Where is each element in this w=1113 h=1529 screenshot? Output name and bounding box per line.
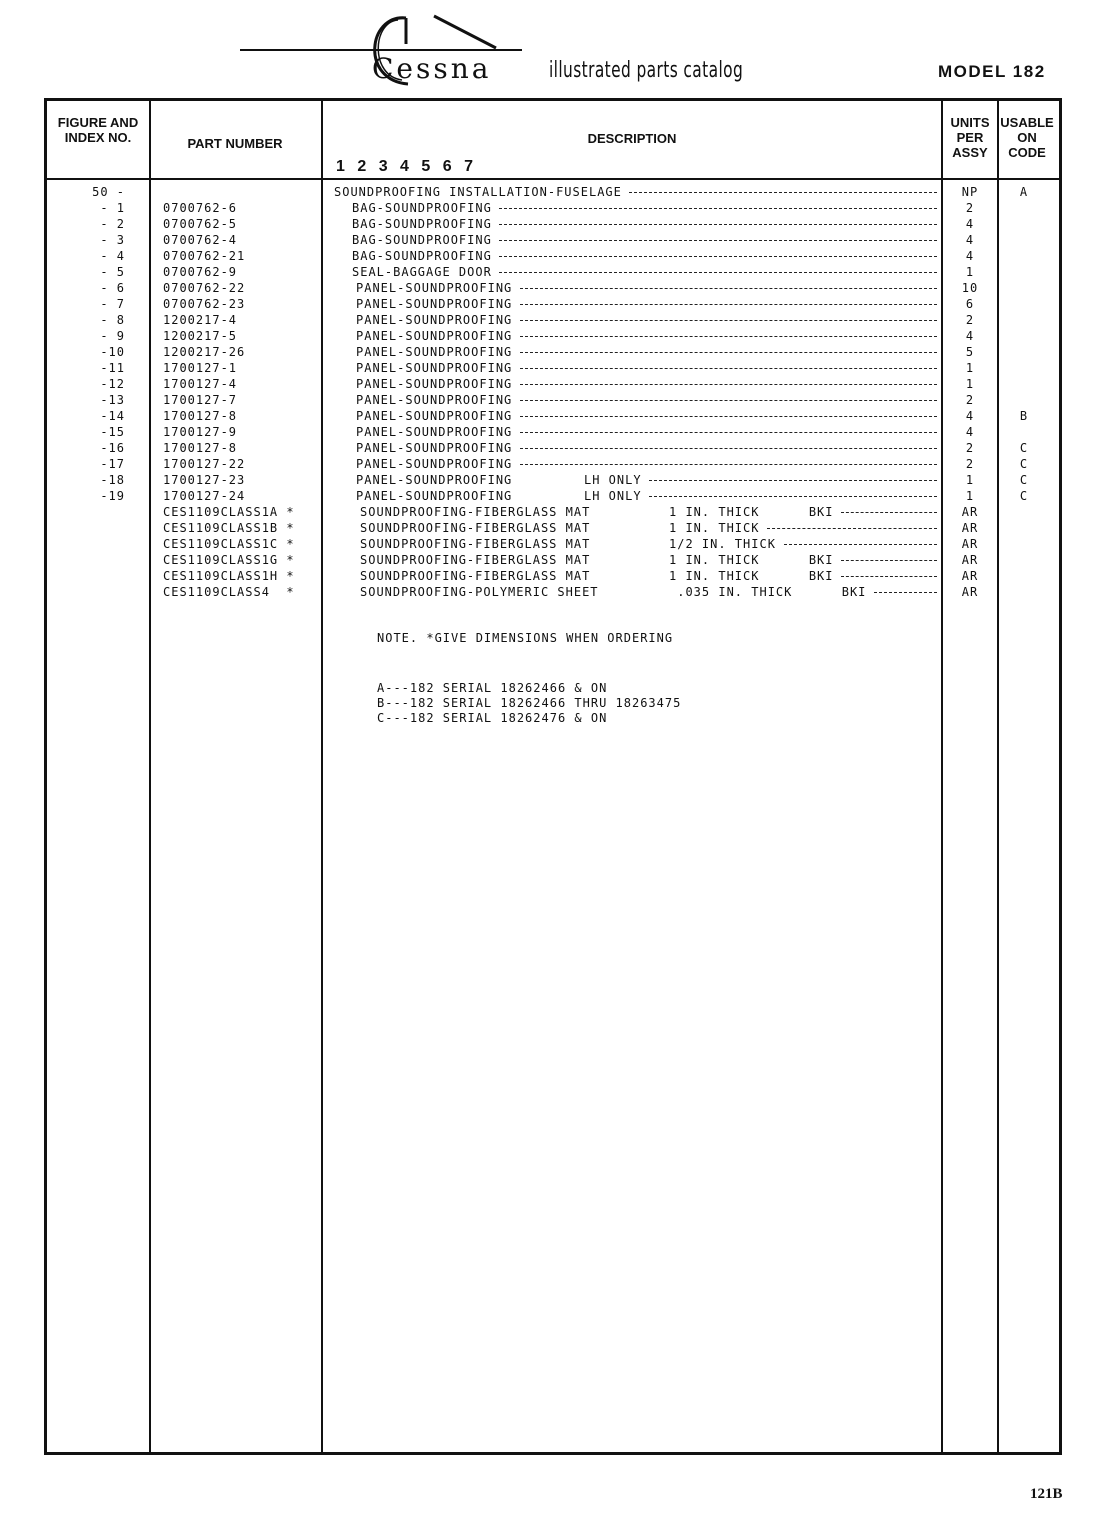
units-per-assy: 4 <box>965 233 975 247</box>
units-per-assy: 4 <box>965 329 975 343</box>
description: PANEL-SOUNDPROOFING <box>356 313 513 327</box>
description: SOUNDPROOFING-FIBERGLASS MAT <box>360 521 591 535</box>
leader-line <box>520 416 937 417</box>
part-number: 1700127-8 <box>163 441 238 455</box>
leader-line <box>841 560 937 561</box>
index-number: -13 <box>100 393 125 407</box>
header-units-per-assy: UNITS PER ASSY <box>950 115 990 160</box>
description-qualifier: 1 IN. THICK <box>669 521 760 535</box>
leader-line <box>520 288 937 289</box>
note-dimensions: NOTE. *GIVE DIMENSIONS WHEN ORDERING <box>377 631 674 645</box>
index-number: 50 - <box>92 185 125 199</box>
table-row <box>47 296 1059 312</box>
description-qualifier: 1 IN. THICK BKI <box>669 569 834 583</box>
header-description: DESCRIPTION <box>587 131 677 146</box>
usable-on-code: C <box>1019 441 1029 455</box>
table-row <box>47 264 1059 280</box>
usable-on-code: B <box>1019 409 1029 423</box>
table-row <box>47 584 1059 600</box>
leader-line <box>520 320 937 321</box>
description: PANEL-SOUNDPROOFING <box>356 425 513 439</box>
table-row <box>47 232 1059 248</box>
leader-line <box>499 272 937 273</box>
leader-line <box>499 224 937 225</box>
part-number: 1200217-4 <box>163 313 238 327</box>
units-per-assy: NP <box>961 185 979 199</box>
leader-line <box>520 400 937 401</box>
part-number: CES1109CLASS1A * <box>163 505 295 519</box>
part-number: 1700127-24 <box>163 489 246 503</box>
description: PANEL-SOUNDPROOFING <box>356 457 513 471</box>
index-number: -11 <box>100 361 125 375</box>
index-number: -18 <box>100 473 125 487</box>
description: BAG-SOUNDPROOFING <box>352 217 492 231</box>
usable-on-code: C <box>1019 473 1029 487</box>
part-number: 1200217-26 <box>163 345 246 359</box>
part-number: 0700762-5 <box>163 217 238 231</box>
code-c-legend: C---182 SERIAL 18262476 & ON <box>377 711 608 725</box>
table-row <box>47 408 1059 424</box>
index-number: -15 <box>100 425 125 439</box>
table-row <box>47 424 1059 440</box>
part-number: 0700762-4 <box>163 233 238 247</box>
part-number: 1200217-5 <box>163 329 238 343</box>
description: BAG-SOUNDPROOFING <box>352 233 492 247</box>
table-row <box>47 440 1059 456</box>
units-per-assy: AR <box>961 569 979 583</box>
table-row <box>47 488 1059 504</box>
index-number: - 8 <box>100 313 125 327</box>
units-per-assy: AR <box>961 553 979 567</box>
leader-line <box>629 192 937 193</box>
leader-line <box>520 432 937 433</box>
part-number: 1700127-22 <box>163 457 246 471</box>
description-qualifier: 1 IN. THICK BKI <box>669 505 834 519</box>
units-per-assy: 1 <box>965 265 975 279</box>
table-row <box>47 520 1059 536</box>
leader-line <box>520 448 937 449</box>
units-per-assy: 2 <box>965 313 975 327</box>
index-number: - 9 <box>100 329 125 343</box>
usable-on-code: C <box>1019 489 1029 503</box>
table-row <box>47 504 1059 520</box>
index-number: - 7 <box>100 297 125 311</box>
description-qualifier: 1 IN. THICK BKI <box>669 553 834 567</box>
description: PANEL-SOUNDPROOFING <box>356 377 513 391</box>
usable-on-code: A <box>1019 185 1029 199</box>
part-number: 0700762-21 <box>163 249 246 263</box>
index-number: -12 <box>100 377 125 391</box>
table-row <box>47 280 1059 296</box>
header-divider <box>47 178 1059 180</box>
parts-table <box>44 98 1062 1455</box>
units-per-assy: 4 <box>965 249 975 263</box>
part-number: CES1109CLASS1B * <box>163 521 295 535</box>
header-part-number: PART NUMBER <box>187 136 283 151</box>
part-number: 0700762-6 <box>163 201 238 215</box>
leader-line <box>767 528 937 529</box>
part-number: 0700762-23 <box>163 297 246 311</box>
leader-line <box>499 256 937 257</box>
header-indent-levels: 1 2 3 4 5 6 7 <box>336 158 477 175</box>
index-number: - 1 <box>100 201 125 215</box>
units-per-assy: 2 <box>965 393 975 407</box>
units-per-assy: 4 <box>965 217 975 231</box>
description: BAG-SOUNDPROOFING <box>352 201 492 215</box>
leader-line <box>649 480 937 481</box>
part-number: 1700127-9 <box>163 425 238 439</box>
table-row <box>47 360 1059 376</box>
description: SOUNDPROOFING INSTALLATION-FUSELAGE <box>334 185 622 199</box>
description: SOUNDPROOFING-FIBERGLASS MAT <box>360 537 591 551</box>
leader-line <box>520 384 937 385</box>
table-row <box>47 344 1059 360</box>
description: PANEL-SOUNDPROOFING <box>356 281 513 295</box>
table-row <box>47 456 1059 472</box>
index-number: - 6 <box>100 281 125 295</box>
index-number: - 2 <box>100 217 125 231</box>
page-number: 121B <box>1030 1486 1063 1502</box>
table-row <box>47 216 1059 232</box>
description: BAG-SOUNDPROOFING <box>352 249 492 263</box>
code-b-legend: B---182 SERIAL 18262466 THRU 18263475 <box>377 696 682 710</box>
description: PANEL-SOUNDPROOFING <box>356 489 513 503</box>
description: SOUNDPROOFING-POLYMERIC SHEET <box>360 585 599 599</box>
units-per-assy: 4 <box>965 425 975 439</box>
index-number: -19 <box>100 489 125 503</box>
index-number: - 4 <box>100 249 125 263</box>
units-per-assy: AR <box>961 505 979 519</box>
table-row <box>47 472 1059 488</box>
usable-on-code: C <box>1019 457 1029 471</box>
table-row <box>47 200 1059 216</box>
leader-line <box>520 304 937 305</box>
part-number: 1700127-23 <box>163 473 246 487</box>
header-figure-index: FIGURE AND INDEX NO. <box>57 115 139 145</box>
description: PANEL-SOUNDPROOFING <box>356 361 513 375</box>
description: PANEL-SOUNDPROOFING <box>356 473 513 487</box>
leader-line <box>841 576 937 577</box>
part-number: 1700127-1 <box>163 361 238 375</box>
units-per-assy: 2 <box>965 201 975 215</box>
leader-line <box>784 544 937 545</box>
description-qualifier: LH ONLY <box>584 473 642 487</box>
description-qualifier: 1/2 IN. THICK <box>669 537 776 551</box>
units-per-assy: 4 <box>965 409 975 423</box>
units-per-assy: 1 <box>965 473 975 487</box>
part-number: CES1109CLASS1G * <box>163 553 295 567</box>
leader-line <box>520 352 937 353</box>
units-per-assy: 1 <box>965 377 975 391</box>
leader-line <box>520 464 937 465</box>
part-number: 0700762-9 <box>163 265 238 279</box>
description-qualifier: .035 IN. THICK BKI <box>669 585 867 599</box>
units-per-assy: 2 <box>965 457 975 471</box>
units-per-assy: 6 <box>965 297 975 311</box>
units-per-assy: 1 <box>965 361 975 375</box>
index-number: - 3 <box>100 233 125 247</box>
leader-line <box>499 240 937 241</box>
description: SOUNDPROOFING-FIBERGLASS MAT <box>360 505 591 519</box>
units-per-assy: 10 <box>961 281 979 295</box>
part-number: CES1109CLASS1H * <box>163 569 295 583</box>
leader-line <box>520 368 937 369</box>
units-per-assy: AR <box>961 521 979 535</box>
description: PANEL-SOUNDPROOFING <box>356 345 513 359</box>
table-row <box>47 376 1059 392</box>
units-per-assy: 5 <box>965 345 975 359</box>
logo-wordmark: Cessna <box>372 52 492 85</box>
table-row <box>47 536 1059 552</box>
index-number: -17 <box>100 457 125 471</box>
code-a-legend: A---182 SERIAL 18262466 & ON <box>377 681 608 695</box>
header-usable-on-code: USABLE ON CODE <box>1000 115 1054 160</box>
table-row <box>47 392 1059 408</box>
units-per-assy: AR <box>961 585 979 599</box>
description-qualifier: LH ONLY <box>584 489 642 503</box>
part-number: CES1109CLASS1C * <box>163 537 295 551</box>
leader-line <box>874 592 937 593</box>
table-row <box>47 312 1059 328</box>
leader-line <box>649 496 937 497</box>
table-row <box>47 248 1059 264</box>
description: PANEL-SOUNDPROOFING <box>356 441 513 455</box>
catalog-title: illustrated parts catalog <box>549 58 744 83</box>
units-per-assy: 2 <box>965 441 975 455</box>
table-row <box>47 552 1059 568</box>
part-number: CES1109CLASS4 * <box>163 585 295 599</box>
description: PANEL-SOUNDPROOFING <box>356 297 513 311</box>
index-number: -10 <box>100 345 125 359</box>
description: PANEL-SOUNDPROOFING <box>356 329 513 343</box>
description: SOUNDPROOFING-FIBERGLASS MAT <box>360 553 591 567</box>
part-number: 1700127-7 <box>163 393 238 407</box>
index-number: -16 <box>100 441 125 455</box>
part-number: 1700127-8 <box>163 409 238 423</box>
index-number: - 5 <box>100 265 125 279</box>
units-per-assy: 1 <box>965 489 975 503</box>
description: PANEL-SOUNDPROOFING <box>356 409 513 423</box>
description: SOUNDPROOFING-FIBERGLASS MAT <box>360 569 591 583</box>
table-row <box>47 184 1059 200</box>
leader-line <box>841 512 937 513</box>
part-number: 1700127-4 <box>163 377 238 391</box>
table-row <box>47 568 1059 584</box>
description: PANEL-SOUNDPROOFING <box>356 393 513 407</box>
leader-line <box>520 336 937 337</box>
leader-line <box>499 208 937 209</box>
model-label: MODEL 182 <box>938 62 1046 81</box>
table-row <box>47 328 1059 344</box>
units-per-assy: AR <box>961 537 979 551</box>
description: SEAL-BAGGAGE DOOR <box>352 265 492 279</box>
index-number: -14 <box>100 409 125 423</box>
part-number: 0700762-22 <box>163 281 246 295</box>
